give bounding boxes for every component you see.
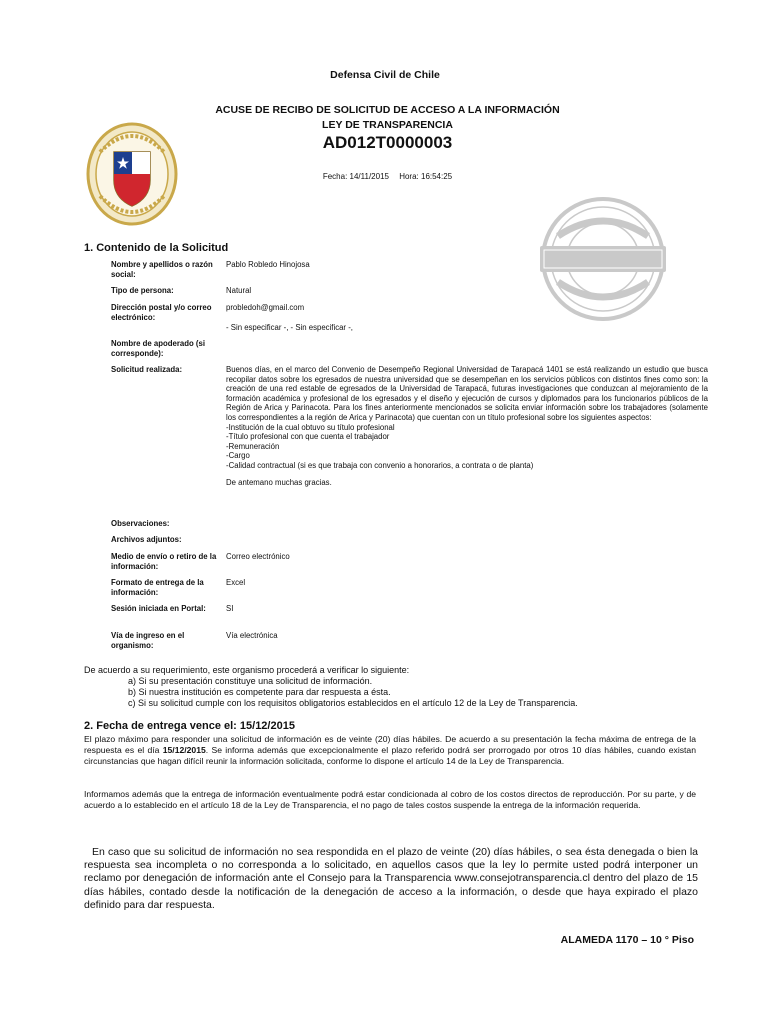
list-item: -Institución de la cual obtuvo su título profesional <box>226 422 395 432</box>
plazo-paragraph <box>84 734 696 768</box>
direccion-postal: - Sin especificar -, - Sin especificar -, <box>226 323 353 332</box>
section-fecha-entrega-heading: 2. Fecha de entrega vence el: 15/12/2015 <box>84 720 295 732</box>
sesion-value: SI <box>226 604 234 613</box>
nombre-value: Pablo Robledo Hinojosa <box>226 260 310 269</box>
list-item: -Calidad contractual (si es que trabaja con convenio a honorarios, a contrata o de planta) <box>226 460 534 470</box>
tipo-persona-value: Natural <box>226 286 252 295</box>
request-datetime <box>110 172 665 181</box>
footer-address: ALAMEDA 1170 – 10 ° Piso <box>560 934 694 946</box>
document-title: ACUSE DE RECIBO DE SOLICITUD DE ACCESO A LA INFORMACIÓN <box>215 104 560 116</box>
via-ingreso-label: Vía de ingreso en el organismo: <box>111 631 185 650</box>
archivos-label: Archivos adjuntos: <box>111 535 182 544</box>
solicitud-label: Solicitud realizada: <box>111 365 183 374</box>
document-subtitle: LEY DE TRANSPARENCIA <box>322 119 453 131</box>
medio-envio-value: Correo electrónico <box>226 552 290 561</box>
list-item: -Remuneración <box>226 441 280 451</box>
sesion-label: Sesión iniciada en Portal: <box>111 604 206 613</box>
list-item: b) Si nuestra institución es competente para dar respuesta a ésta. <box>128 687 391 697</box>
request-date: Fecha: 14/11/2015 <box>322 172 389 181</box>
verification-intro: De acuerdo a su requerimiento, este organismo procederá a verificar lo siguiente: <box>84 665 410 675</box>
nombre-label: Nombre y apellidos o razón social: <box>111 260 213 279</box>
medio-envio-label: Medio de envío o retiro de la información: <box>111 552 217 571</box>
solicitud-items <box>226 423 708 471</box>
formato-value: Excel <box>226 578 246 587</box>
formato-label: Formato de entrega de la información: <box>111 578 204 597</box>
list-item: -Cargo <box>226 451 250 461</box>
plazo-date: 15/12/2015 <box>162 745 206 756</box>
direccion-email: probledoh@gmail.com <box>226 303 305 312</box>
solicitud-body <box>226 365 708 487</box>
reclamo-paragraph: En caso que su solicitud de información no sea respondida en el plazo de veinte (20) días hábiles, o sea ésta denegada o bien la respuesta sea incompleta o no corresponda a lo solicitado, en aquellos casos que la ley lo permite usted podrá interponer un reclamo por denegación de información ante el Consejo para la Transparencia www.consejotransparencia.cl dentro del plazo de 15 días hábiles, contado desde la notificación de la denegación de acceso a la información, o desde que haya expirado el plazo definido para dar respuesta. <box>84 846 698 911</box>
list-item: a) Si su presentación constituye una solicitud de información. <box>128 676 373 686</box>
solicitud-text: Buenos días, en el marco del Convenio de Desempeño Regional Universidad de Tarapacá 1401 se está realizando un estudio que busca recopilar datos sobre los egresados de nuestra universidad que se desempeñan en los servicios públicos con distintos fines como son: la creación de una red estable de egresados de la Universidad de Tarapacá, futuras investigaciones que conduzcan al mejoramiento de la formación académica y profesional de los egresados y el diseño y ejecución de cursos y diplomados para los funcionarios públicos de la Región de Arica y Parinacota. Para los fines anteriormente mencionados se solicita enviar información sobre los trabajadores (solamente los correspondientes a la región de Arica y Parinacota) que cuentan con un título profesional sobre los siguientes aspectos: <box>226 365 708 422</box>
plazo-text-b: . Se informa además que excepcionalmente el plazo referido podrá ser prorrogado por otros 10 días hábiles, cuando existan circunstancias que hagan difícil reunir la información solicitada, conforme lo dispone el artículo 14 de la Ley de Transparencia. <box>84 745 696 767</box>
via-ingreso-value: Vía electrónica <box>226 631 278 640</box>
request-time: Hora: 16:54:25 <box>399 172 453 181</box>
apoderado-label: Nombre de apoderado (si corresponde): <box>111 339 206 358</box>
tipo-persona-label: Tipo de persona: <box>111 286 174 295</box>
plazo-text-a: El plazo máximo para responder una solicitud de información es de veinte (20) días hábiles. De acuerdo a su presentación la fecha máxima de entrega de la respuesta es el día <box>84 734 696 756</box>
organization-name: Defensa Civil de Chile <box>330 69 440 81</box>
defensa-civil-seal-icon <box>86 122 178 226</box>
verification-list <box>128 676 708 709</box>
request-code: AD012T0000003 <box>322 133 453 152</box>
list-item: -Título profesional con que cuenta el trabajador <box>226 432 390 442</box>
direccion-label: Dirección postal y/o correo electrónico: <box>111 303 212 322</box>
list-item: c) Si su solicitud cumple con los requisitos obligatorios establecidos en el artículo 12 de la Ley de Transparencia. <box>128 698 578 708</box>
solicitud-closing: De antemano muchas gracias. <box>226 477 332 487</box>
section-contenido-heading: 1. Contenido de la Solicitud <box>84 242 229 254</box>
costos-paragraph: Informamos además que la entrega de información eventualmente podrá estar condicionada al cobro de los costos directos de reproducción. Por su parte, y de acuerdo a lo establecido en el artículo 18 de la Ley de Transparencia, el no pago de tales costos suspende la entrega de la información requerida. <box>84 789 696 811</box>
observaciones-label: Observaciones: <box>111 519 170 528</box>
